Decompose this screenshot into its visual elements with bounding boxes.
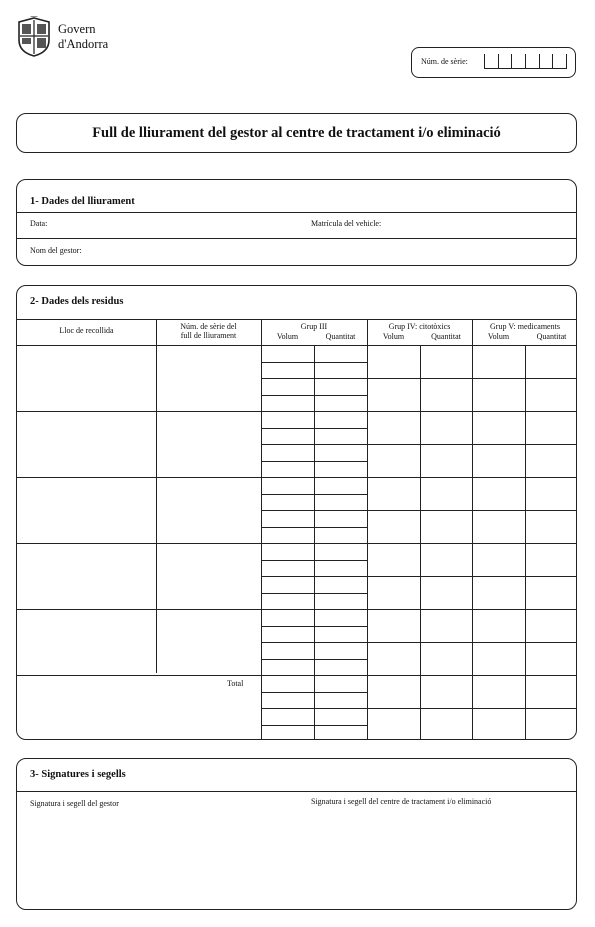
row-divider — [17, 609, 577, 610]
header-g3-quantity: Quantitat — [325, 332, 356, 341]
section-waste-data — [16, 285, 577, 740]
row-divider — [261, 527, 367, 528]
col-divider — [261, 319, 262, 740]
andorra-coat-of-arms-logo — [16, 16, 52, 58]
row-divider — [367, 708, 577, 709]
row-divider — [261, 428, 367, 429]
row-divider — [17, 477, 577, 478]
row-divider — [261, 444, 367, 445]
manager-signature-area[interactable] — [25, 811, 295, 903]
row-divider — [17, 675, 577, 676]
header-serial-line2: full de lliurament — [180, 331, 237, 340]
government-name-line2: d'Andorra — [58, 37, 109, 51]
manager-name-label: Nom del gestor: — [30, 246, 82, 255]
document-title — [16, 113, 577, 153]
row-divider — [261, 642, 367, 643]
col-divider — [472, 319, 473, 740]
header-group-v: Grup V: medicaments — [490, 322, 560, 331]
divider — [17, 212, 577, 213]
header-g5-volume: Volum — [487, 332, 510, 341]
row-divider — [261, 494, 367, 495]
row-divider — [261, 560, 367, 561]
section2-title: 2- Dades dels residus — [30, 296, 124, 307]
manager-signature-label: Signatura i segell del gestor — [30, 799, 119, 808]
header-group-iii: Grup III — [300, 322, 328, 331]
row-divider — [17, 543, 577, 544]
center-signature-area[interactable] — [307, 811, 569, 903]
row-divider — [367, 576, 577, 577]
serial-number-field[interactable] — [484, 54, 567, 69]
header-serial-number — [156, 322, 261, 340]
row-divider — [261, 593, 367, 594]
header-collection-place: Lloc de recollida — [59, 326, 114, 335]
section1-title: 1- Dades del lliurament — [30, 196, 135, 207]
col-divider — [367, 319, 368, 740]
government-name-line1: Govern — [58, 22, 96, 36]
header-group-iv: Grup IV: citotòxics — [388, 322, 451, 331]
header-g3-volume: Volum — [276, 332, 299, 341]
row-divider — [261, 659, 367, 660]
row-divider — [367, 642, 577, 643]
row-divider — [261, 708, 367, 709]
header-g5-quantity: Quantitat — [536, 332, 567, 341]
col-divider — [156, 319, 157, 673]
serial-number-box — [411, 47, 576, 78]
divider — [17, 238, 577, 239]
row-divider — [261, 395, 367, 396]
divider — [17, 791, 577, 792]
row-divider — [261, 362, 367, 363]
row-divider — [261, 378, 367, 379]
center-signature-label: Signatura i segell del centre de tractament i/o eliminació — [311, 797, 492, 806]
row-divider — [261, 461, 367, 462]
header-serial-line1: Núm. de sèrie del — [180, 322, 237, 331]
row-divider — [367, 378, 577, 379]
document-title-text: Full de lliurament del gestor al centre de tractament i/o eliminació — [92, 124, 501, 141]
row-divider — [367, 510, 577, 511]
section-signatures — [16, 758, 577, 910]
header-bottom-border — [17, 345, 577, 346]
header-g4-volume: Volum — [382, 332, 405, 341]
row-divider — [261, 510, 367, 511]
row-divider — [261, 725, 367, 726]
table-top-border — [17, 319, 577, 320]
government-name — [58, 22, 108, 52]
total-label: Total — [227, 679, 244, 688]
row-divider — [261, 576, 367, 577]
row-divider — [261, 626, 367, 627]
row-divider — [261, 692, 367, 693]
row-divider — [17, 411, 577, 412]
section-delivery-data — [16, 179, 577, 266]
serial-number-label: Núm. de sèrie: — [421, 57, 468, 66]
vehicle-plate-label: Matrícula del vehicle: — [311, 219, 382, 228]
date-label: Data: — [30, 219, 48, 228]
section3-title: 3- Signatures i segells — [30, 769, 126, 780]
header-g4-quantity: Quantitat — [431, 332, 461, 341]
row-divider — [367, 444, 577, 445]
